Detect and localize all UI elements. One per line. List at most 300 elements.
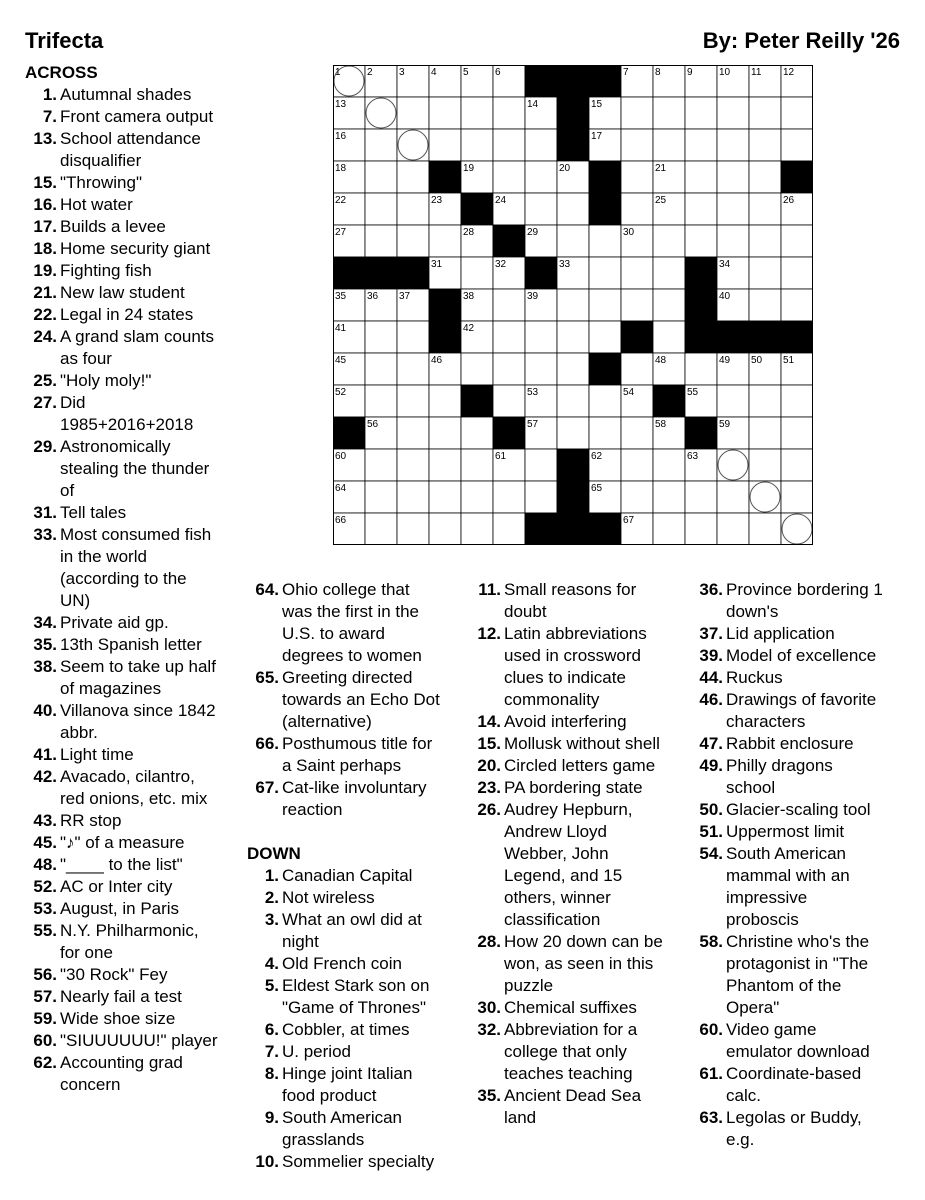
cell-number: 54 [623,387,635,398]
grid-cell[interactable] [685,513,717,545]
grid-cell[interactable] [621,257,653,289]
grid-cell[interactable] [493,321,525,353]
grid-cell[interactable] [717,97,749,129]
grid-cell[interactable] [685,161,717,193]
clue-item[interactable] [469,1085,684,1129]
clue-line: clues to indicate [504,668,626,687]
clue-number: 31. [33,503,57,522]
clues-column-4 [691,579,916,1151]
grid-cell[interactable] [493,289,525,321]
clue-item[interactable] [691,1107,916,1151]
grid-cell[interactable] [429,97,461,129]
clue-item[interactable] [25,326,235,370]
grid-cell[interactable] [653,321,685,353]
grid-cell[interactable] [717,385,749,417]
clue-number: 14. [477,712,501,731]
grid-cell[interactable] [461,481,493,513]
clue-item[interactable] [25,634,235,656]
clue-number: 40. [33,701,57,720]
clue-item[interactable] [25,832,235,854]
clue-item[interactable] [691,799,916,821]
clue-item[interactable] [469,799,684,931]
clue-item[interactable] [247,975,462,1019]
grid-cell[interactable] [429,417,461,449]
grid-cell[interactable] [781,225,813,257]
grid-cell[interactable] [429,385,461,417]
clue-text [726,931,916,1019]
cell-number: 6 [495,67,501,78]
grid-cell[interactable] [685,193,717,225]
clue-line: A grand slam counts [60,327,215,346]
grid-cell[interactable] [653,449,685,481]
clue-text [282,667,462,733]
grid-cell[interactable] [365,321,397,353]
clue-text [60,612,235,634]
clue-line: Christine who's the [726,932,870,951]
grid-cell[interactable] [557,289,589,321]
grid-cell[interactable] [749,97,781,129]
clue-line: impressive [726,888,808,907]
clue-item[interactable] [25,304,235,326]
grid-cell[interactable] [397,385,429,417]
clue-item[interactable] [25,194,235,216]
clue-text [60,216,235,238]
grid-cell[interactable] [461,353,493,385]
grid-cell[interactable] [397,449,429,481]
clue-item[interactable] [25,238,235,260]
grid-cell[interactable] [621,161,653,193]
grid-cell[interactable] [589,385,621,417]
grid-cell[interactable] [397,353,429,385]
cell-number: 20 [559,163,571,174]
grid-cell[interactable] [749,513,781,545]
grid-cell[interactable] [685,225,717,257]
cell-number: 28 [463,227,475,238]
grid-cell[interactable] [781,417,813,449]
clue-item[interactable] [691,755,916,799]
clue-item[interactable] [25,920,235,964]
block-cell [589,161,621,193]
grid-cell[interactable] [461,449,493,481]
grid-cell[interactable] [685,129,717,161]
grid-cell[interactable] [621,129,653,161]
grid-cell[interactable] [653,289,685,321]
grid-cell[interactable] [365,353,397,385]
cell-number: 39 [527,291,539,302]
clue-text [60,854,235,876]
clue-item[interactable] [691,843,916,931]
cell-number: 13 [335,99,347,110]
grid-cell[interactable] [557,385,589,417]
grid-cell[interactable] [653,97,685,129]
grid-cell[interactable] [525,449,557,481]
clue-item[interactable] [25,172,235,194]
clue-line: Legolas or Buddy, [726,1108,862,1127]
clue-text [60,502,235,524]
clue-number: 23. [477,778,501,797]
grid-cell[interactable] [429,129,461,161]
clue-item[interactable] [247,887,462,909]
clue-line: "____ to the list" [60,855,183,874]
clue-text [504,1085,684,1129]
clue-number: 20. [477,756,501,775]
puzzle-byline: By: Peter Reilly '26 [702,28,900,53]
grid-cell[interactable] [525,481,557,513]
clue-item[interactable] [247,1019,462,1041]
cell-number: 65 [591,483,603,494]
clue-line: red onions, etc. mix [60,789,208,808]
grid-cell[interactable] [493,97,525,129]
grid-cell[interactable] [781,449,813,481]
grid-cell[interactable] [749,449,781,481]
grid-cell[interactable] [493,129,525,161]
block-cell [525,65,557,97]
grid-cell[interactable] [589,257,621,289]
clue-line: Most consumed fish [60,525,212,544]
cell-number: 2 [367,67,373,78]
clue-line: Video game [726,1020,817,1039]
block-cell [429,321,461,353]
grid-cell[interactable] [685,353,717,385]
grid-cell[interactable] [493,481,525,513]
clue-item[interactable] [691,689,916,733]
clue-item[interactable] [25,282,235,304]
grid-cell[interactable] [685,97,717,129]
cell-number: 56 [367,419,379,430]
clue-line: Webber, John [504,844,609,863]
clue-item[interactable] [247,1107,462,1151]
grid-cell[interactable] [653,257,685,289]
clue-text [60,700,235,744]
clue-text [60,744,235,766]
clue-item[interactable] [691,931,916,1019]
clue-text [60,282,235,304]
clue-item[interactable] [469,733,684,755]
clue-item[interactable] [247,1041,462,1063]
clue-item[interactable] [25,700,235,744]
clue-item[interactable] [469,997,684,1019]
clues-column-2 [247,579,462,1173]
grid-cell[interactable] [397,129,429,161]
clue-item[interactable] [25,216,235,238]
clue-item[interactable] [691,821,916,843]
clue-item[interactable] [469,711,684,733]
grid-cell[interactable] [429,513,461,545]
grid-cell[interactable] [525,353,557,385]
clue-item[interactable] [25,1008,235,1030]
grid-cell[interactable] [493,161,525,193]
clue-text [60,1008,235,1030]
cell-number: 50 [751,355,763,366]
cell-number: 38 [463,291,475,302]
grid-cell[interactable] [461,129,493,161]
clue-item[interactable] [25,876,235,898]
clue-item[interactable] [25,1030,235,1052]
clue-item[interactable] [25,744,235,766]
grid-cell[interactable] [717,225,749,257]
clue-line: Autumnal shades [60,85,192,104]
grid-cell[interactable] [365,161,397,193]
grid-cell[interactable] [525,161,557,193]
clue-number: 32. [477,1020,501,1039]
clue-line: "Holy moly!" [60,371,152,390]
grid-cell[interactable] [749,289,781,321]
grid-cell[interactable] [717,193,749,225]
grid-cell[interactable] [717,161,749,193]
grid-cell[interactable] [717,481,749,513]
clue-text [60,876,235,898]
grid-cell[interactable] [621,289,653,321]
clue-line: 13th Spanish letter [60,635,202,654]
clue-line: Drawings of favorite [726,690,877,709]
clue-item[interactable] [247,777,462,821]
clue-number: 13. [33,129,57,148]
clue-line: Latin abbreviations [504,624,647,643]
grid-cell[interactable] [461,97,493,129]
cell-number: 32 [495,259,507,270]
clue-item[interactable] [469,579,684,623]
grid-cell[interactable] [429,449,461,481]
clue-text [504,579,684,623]
cell-number: 64 [335,483,347,494]
clue-text [504,733,684,755]
clue-item[interactable] [247,579,462,667]
grid-cell[interactable] [717,449,749,481]
clue-text [504,799,684,931]
grid-cell[interactable] [653,513,685,545]
grid-cell[interactable] [781,129,813,161]
clue-number: 59. [33,1009,57,1028]
grid-cell[interactable] [781,289,813,321]
clue-item[interactable] [247,667,462,733]
clue-item[interactable] [25,964,235,986]
grid-cell[interactable] [621,449,653,481]
grid-cell[interactable] [717,513,749,545]
clue-line: of magazines [60,679,162,698]
clue-line: Cat-like involuntary [282,778,427,797]
grid-cell[interactable] [589,321,621,353]
grid-cell[interactable] [365,513,397,545]
grid-cell[interactable] [653,129,685,161]
grid-cell[interactable] [749,129,781,161]
cell-number: 47 [591,355,603,366]
grid-cell[interactable] [621,97,653,129]
block-cell [525,257,557,289]
grid-cell[interactable] [397,161,429,193]
block-cell [557,65,589,97]
grid-cell[interactable] [365,385,397,417]
clue-line: (according to the [60,569,187,588]
grid-cell[interactable] [557,417,589,449]
clue-text [504,623,684,711]
grid-cell[interactable] [749,161,781,193]
clue-item[interactable] [247,953,462,975]
clue-item[interactable] [25,612,235,634]
clue-item[interactable] [469,1019,684,1085]
clue-text [282,953,462,975]
grid-cell[interactable] [557,193,589,225]
grid-cell[interactable] [397,193,429,225]
clue-item[interactable] [469,777,684,799]
clue-item[interactable] [25,370,235,392]
clue-item[interactable] [25,106,235,128]
clue-item[interactable] [25,260,235,282]
clue-item[interactable] [247,733,462,777]
grid-cell[interactable] [525,321,557,353]
cell-number: 9 [687,67,693,78]
grid-cell[interactable] [749,417,781,449]
clue-item[interactable] [25,436,235,502]
grid-cell[interactable] [493,385,525,417]
clue-text [60,326,235,370]
grid-cell[interactable] [429,481,461,513]
clue-line: won, as seen in this [504,954,654,973]
clue-text [726,645,916,667]
clue-item[interactable] [25,1052,235,1096]
grid-cell[interactable] [653,225,685,257]
clue-number: 35. [477,1086,501,1105]
grid-cell[interactable] [525,193,557,225]
clue-line: "30 Rock" Fey [60,965,168,984]
grid-cell[interactable] [365,449,397,481]
grid-cell[interactable] [717,129,749,161]
grid-cell[interactable] [749,193,781,225]
clue-item[interactable] [469,931,684,997]
clue-line: school [726,778,776,797]
crossword-grid[interactable] [333,65,813,545]
clue-item[interactable] [691,623,916,645]
clue-item[interactable] [691,1063,916,1107]
clue-item[interactable] [25,854,235,876]
clue-item[interactable] [691,733,916,755]
grid-cell[interactable] [397,225,429,257]
clue-item[interactable] [691,667,916,689]
grid-cell[interactable] [781,97,813,129]
cell-number: 30 [623,227,635,238]
clue-item[interactable] [691,645,916,667]
grid-cell[interactable] [365,129,397,161]
grid-cell[interactable] [589,289,621,321]
grid-cell[interactable] [429,225,461,257]
clue-number: 57. [33,987,57,1006]
grid-cell[interactable] [749,385,781,417]
grid-cell[interactable] [397,417,429,449]
grid-cell[interactable] [685,481,717,513]
clue-line: Accounting grad [60,1053,183,1072]
grid-cell[interactable] [749,225,781,257]
grid-cell[interactable] [621,417,653,449]
grid-cell[interactable] [589,225,621,257]
clue-line: calc. [726,1086,761,1105]
clue-text [60,260,235,282]
grid-cell[interactable] [557,321,589,353]
clue-number: 22. [33,305,57,324]
grid-cell[interactable] [781,257,813,289]
clue-text [282,579,462,667]
grid-cell[interactable] [493,353,525,385]
clue-item[interactable] [247,909,462,953]
cell-number: 34 [719,259,731,270]
clue-line: What an owl did at [282,910,422,929]
clue-item[interactable] [691,579,916,623]
cell-number: 45 [335,355,347,366]
clue-line: Seem to take up half [60,657,216,676]
block-cell [461,385,493,417]
grid-cell[interactable] [365,97,397,129]
clue-text [60,832,235,854]
grid-cell[interactable] [397,513,429,545]
grid-cell[interactable] [397,481,429,513]
clue-item[interactable] [25,810,235,832]
clue-item[interactable] [25,986,235,1008]
grid-cell[interactable] [781,385,813,417]
grid-cell[interactable] [589,417,621,449]
clue-item[interactable] [469,623,684,711]
grid-cell[interactable] [365,481,397,513]
grid-cell[interactable] [749,481,781,513]
clue-item[interactable] [247,1063,462,1107]
clue-item[interactable] [25,524,235,612]
grid-cell[interactable] [557,225,589,257]
grid-cell[interactable] [749,257,781,289]
clue-line: Opera" [726,998,780,1017]
clue-line: characters [726,712,806,731]
block-cell [365,257,397,289]
grid-cell[interactable] [621,353,653,385]
grid-cell[interactable] [461,257,493,289]
clue-item[interactable] [25,766,235,810]
grid-cell[interactable] [653,481,685,513]
clue-number: 16. [33,195,57,214]
grid-cell[interactable] [781,481,813,513]
clue-item[interactable] [25,656,235,700]
clue-item[interactable] [25,84,235,106]
block-cell [557,513,589,545]
cell-number: 18 [335,163,347,174]
clue-number: 53. [33,899,57,918]
clue-item[interactable] [247,865,462,887]
cell-number: 48 [655,355,667,366]
grid-cell[interactable] [461,417,493,449]
grid-cell[interactable] [525,129,557,161]
grid-cell[interactable] [621,481,653,513]
clue-item[interactable] [247,1151,462,1173]
clue-item[interactable] [25,502,235,524]
cell-number: 22 [335,195,347,206]
cell-number: 51 [783,355,795,366]
grid-cell[interactable] [461,513,493,545]
clue-item[interactable] [25,898,235,920]
grid-cell[interactable] [365,193,397,225]
grid-cell[interactable] [493,513,525,545]
grid-cell[interactable] [365,225,397,257]
clue-item[interactable] [25,392,235,436]
clue-line: "Throwing" [60,173,142,192]
grid-cell[interactable] [781,513,813,545]
clue-text [60,766,235,810]
grid-cell[interactable] [557,353,589,385]
block-cell [557,481,589,513]
grid-cell[interactable] [397,97,429,129]
clue-number: 52. [33,877,57,896]
clue-item[interactable] [691,1019,916,1063]
clue-item[interactable] [469,755,684,777]
clue-item[interactable] [25,128,235,172]
grid-cell[interactable] [621,193,653,225]
block-cell [717,321,749,353]
grid-cell[interactable] [397,321,429,353]
cell-number: 42 [463,323,475,334]
